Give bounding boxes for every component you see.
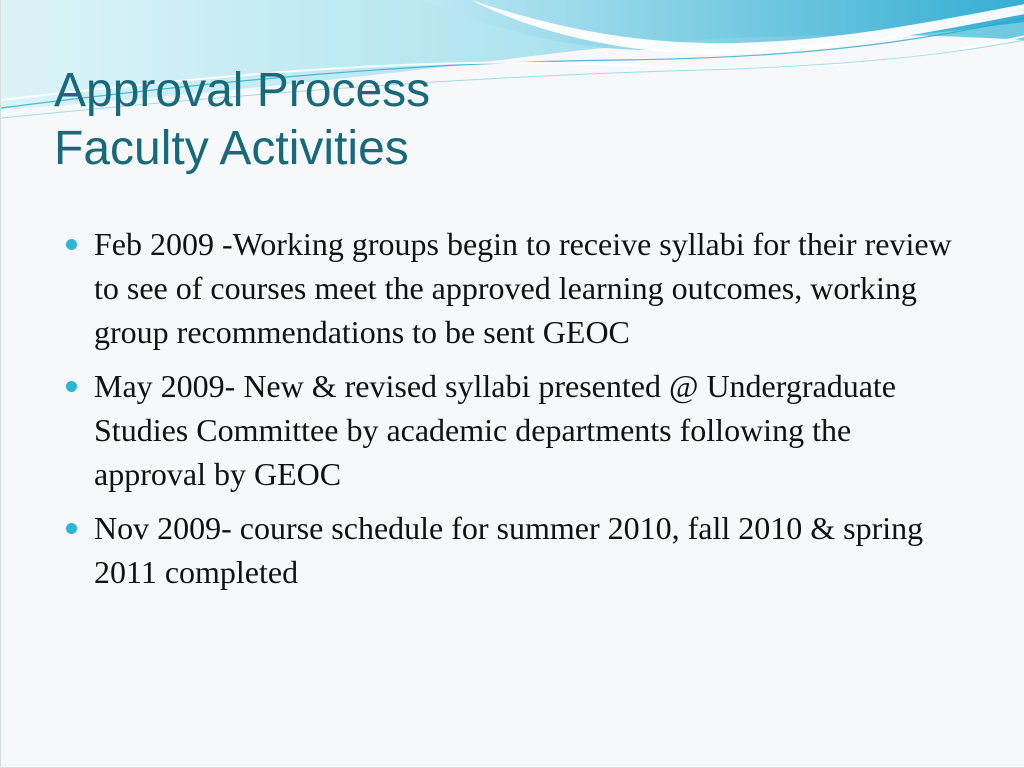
bullet-dot-icon bbox=[66, 239, 77, 250]
bullet-text-3: Nov 2009- course schedule for summer 2010, fall 2010 & spring 2011 completed bbox=[94, 510, 924, 590]
bullet-text-2: May 2009- New & revised syllabi presented @ Undergraduate Studies Committee by academic departments following the approval by GEOC bbox=[94, 368, 896, 492]
slide-title bbox=[54, 62, 430, 178]
bullet-item-3 bbox=[64, 506, 954, 594]
bullet-dot-icon bbox=[66, 381, 77, 392]
title-line-2: Faculty Activities bbox=[54, 122, 409, 175]
bullet-list bbox=[64, 222, 954, 604]
bullet-item-1 bbox=[64, 222, 954, 354]
bullet-item-2 bbox=[64, 364, 954, 496]
bullet-text-1: Feb 2009 -Working groups begin to receive syllabi for their review to see of courses meet the approved learning outcomes, working group recommendations to be sent GEOC bbox=[94, 226, 952, 350]
bullet-dot-icon bbox=[66, 523, 77, 534]
title-line-1: Approval Process bbox=[54, 64, 431, 117]
